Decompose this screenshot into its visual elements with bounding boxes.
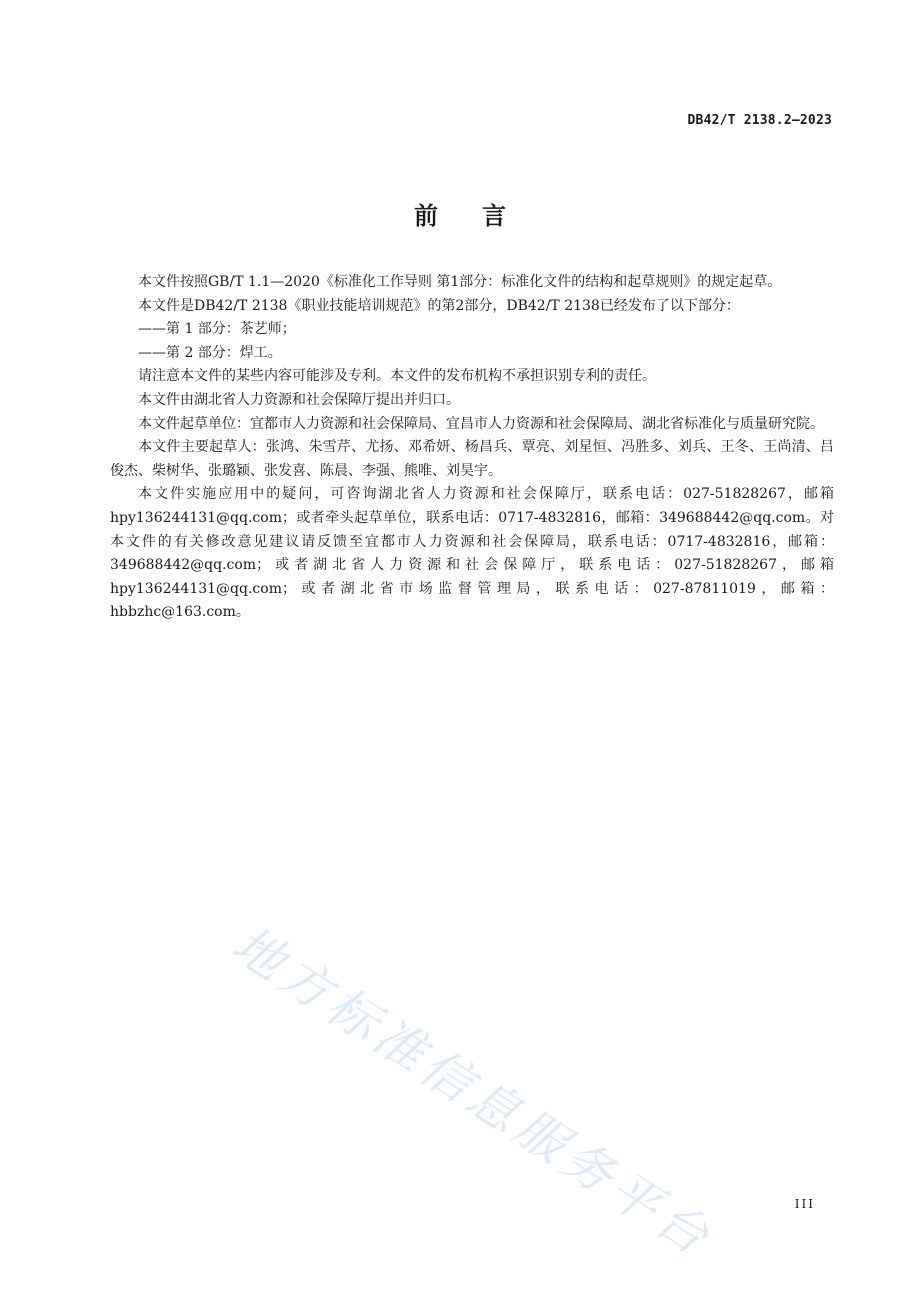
watermark: 地方标准信息服务平台: [222, 915, 724, 1269]
paragraph-patent-notice: 请注意本文件的某些内容可能涉及专利。本文件的发布机构不承担识别专利的责任。: [138, 368, 656, 385]
paragraph-drafting-units: 本文件起草单位：宜都市人力资源和社会保障局、宜昌市人力资源和社会保障局、湖北省标准化与质量研究院。: [138, 415, 824, 432]
foreword-body: [110, 271, 834, 625]
paragraph-drafting-basis: 本文件按照GB/T 1.1—2020《标准化工作导则 第1部分：标准化文件的结构和起草规则》的规定起草。: [138, 274, 782, 290]
paragraph-drafters: 本文件主要起草人：张鸿、朱雪芹、尤扬、邓希妍、杨昌兵、覃亮、刘星恒、冯胜多、刘兵、王冬、王尚清、吕俊杰、柴树华、张璐颖、张发喜、陈晨、李强、熊唯、刘昊宇。: [110, 439, 834, 479]
paragraph-proposer: 本文件由湖北省人力资源和社会保障厅提出并归口。: [138, 391, 460, 408]
paragraph-contact-info: 本文件实施应用中的疑问，可咨询湖北省人力资源和社会保障厅，联系电话：027-51828267，邮箱hpy136244131@qq.com；或者牵头起草单位，联系电话：0717-4832816，邮箱：349688442@qq.com。对本文件的有关修改意见建议请反馈至宜都市人力资源和社会保障局，联系电话：0717-4832816，邮箱：349688442@qq.com；或者湖北省人力资源和社会保障厅，联系电话：027-51828267，邮箱hpy136244131@qq.com；或者湖北省市场监督管理局，联系电话：027-87811019，邮箱：hbbzhc@163.com。: [110, 486, 834, 621]
paragraph-series-info: 本文件是DB42/T 2138《职业技能培训规范》的第2部分，DB42/T 2138已经发布了以下部分：: [138, 297, 740, 314]
list-item-part-1: ——第 1 部分：茶艺师；: [138, 321, 296, 338]
list-item-part-2: ——第 2 部分：焊工。: [138, 344, 282, 361]
page-title: 前言: [414, 202, 550, 230]
page-number: III: [794, 1197, 815, 1211]
document-code: DB42/T 2138.2—2023: [687, 113, 832, 128]
